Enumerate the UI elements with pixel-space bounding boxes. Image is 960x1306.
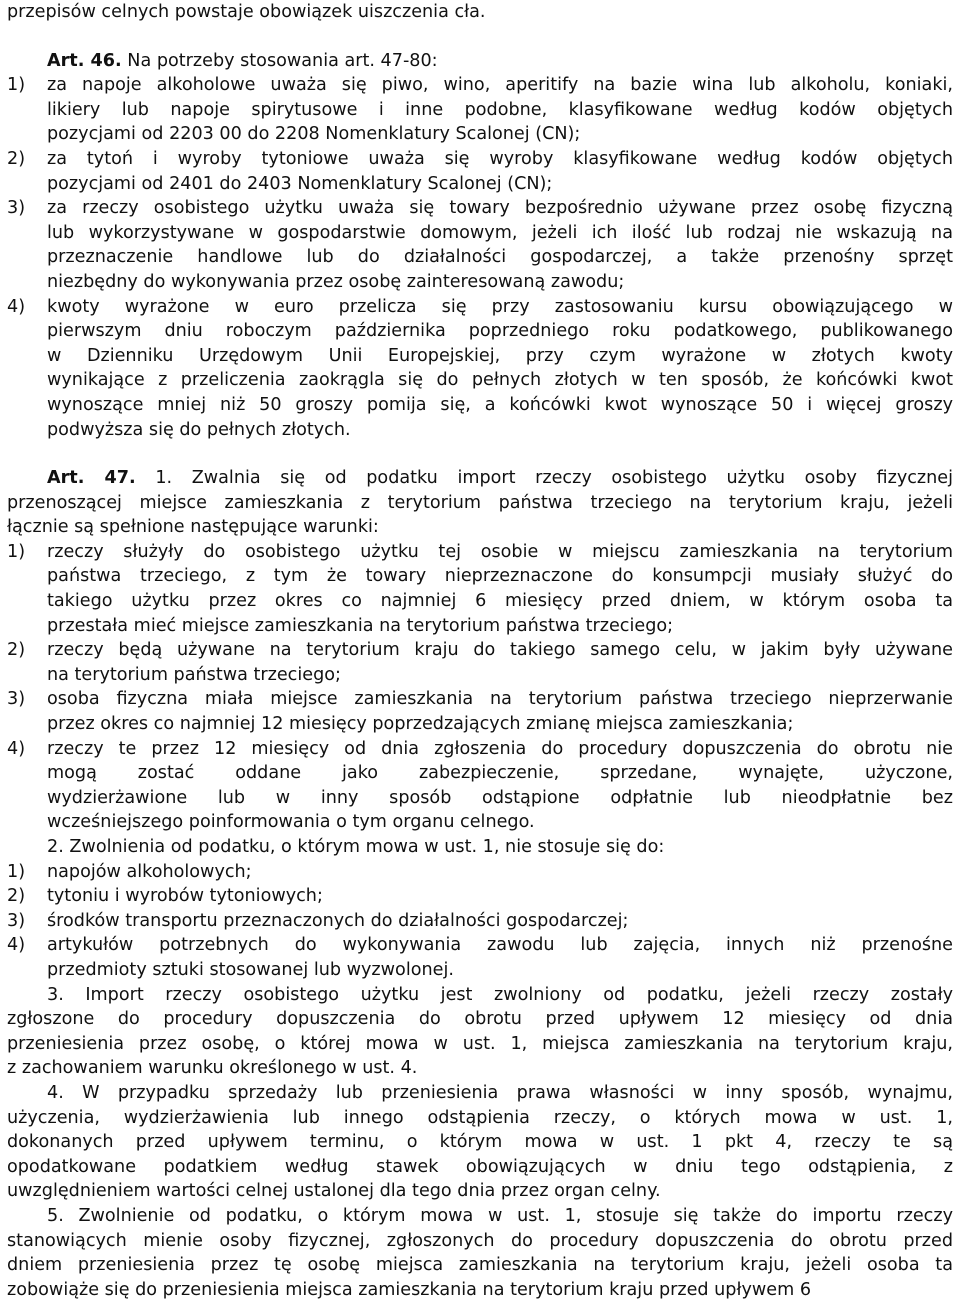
text-line: pierwszym dniu roboczym października poprzedniego roku podatkowego, publikowanego [47,321,953,342]
text-line: 4. W przypadku sprzedaży lub przeniesienia prawa własności w inny sposób, wynajmu, [47,1082,953,1103]
art47-paragraph-5 [7,1204,953,1302]
art47-p1-items [7,540,953,835]
list-item-text [47,638,953,687]
list-item [7,737,953,835]
text-line: 5. Zwolnienie od podatku, o którym mowa w ust. 1, stosuje się także do importu rzeczy [47,1205,953,1226]
text-line: 3. Import rzeczy osobistego użytku jest zwolniony od podatku, jeżeli rzeczy zostały [47,984,953,1005]
spacer [7,442,953,466]
list-item-number: 4) [7,935,26,956]
text-line: za napoje alkoholowe uważa się piwo, wino, aperitify na bazie wina lub alkoholu, koniaki, [47,75,953,96]
list-item-text [47,909,953,934]
text-line: wydzierżawione lub w inny sposób odstąpione odpłatnie lub nieodpłatnie bez [47,787,953,808]
text-line: przeniesienia przez osobę, o której mowa w ust. 1, miejsca zamieszkania na terytorium kraju, [7,1033,953,1054]
article-label: Art. 47. [47,468,136,489]
paragraph-first-line [7,1081,953,1106]
list-item-text [47,540,953,638]
text-line: przenoszącej miejsce zamieszkania z terytorium państwa trzeciego na terytorium kraju, jeżeli [7,492,953,513]
list-item-number: 1) [7,861,26,882]
text-line: dokonanych przed upływem terminu, o którym mowa w ust. 1 pkt 4, rzeczy te są [7,1132,953,1153]
list-item-number: 2) [7,640,26,661]
list-item-text [47,196,953,294]
text-line: za tytoń i wyroby tytoniowe uważa się wyroby klasyfikowane według kodów objętych [47,148,953,169]
text-line: przeznaczenie handlowe lub do działalności gospodarczej, a także przenośny sprzęt [47,247,953,268]
list-item [7,687,953,736]
list-item-text [47,884,953,909]
text-line: środków transportu przeznaczonych do działalności gospodarczej; [47,910,629,931]
list-item [7,933,953,982]
text-line: zobowiąże się do przeniesienia miejsca zamieszkania na terytorium kraju przed upływem 6 [7,1279,812,1300]
text-line: rzeczy będą używane na terytorium kraju do takiego samego celu, w jakim były używane [47,640,953,661]
list-item [7,860,953,885]
text-line: z zachowaniem warunku określonego w ust. 4. [7,1058,418,1079]
list-item [7,196,953,294]
text-line: państwa trzeciego, z tym że towary nieprzeznaczone do konsumpcji musiały służyć do [47,566,953,587]
art47-p2-intro: 2. Zwolnienia od podatku, o którym mowa w ust. 1, nie stosuje się do: [47,837,665,857]
text-line: na terytorium państwa trzeciego; [47,664,341,685]
text-line: rzeczy te przez 12 miesięcy od dnia zgłoszenia do procedury dopuszczenia do obrotu nie [47,738,953,759]
text-line: tytoniu i wyrobów tytoniowych; [47,886,323,907]
paragraph-first-line [7,1204,953,1229]
text-line: rzeczy służyły do osobistego użytku tej osobie w miejscu zamieszkania na terytorium [47,541,953,562]
list-item-number: 4) [7,296,26,317]
text-line: użyczenia, wydzierżawienia lub innego odstąpienia rzeczy, o których mowa w ust. 1, [7,1107,953,1128]
list-item [7,638,953,687]
list-item [7,540,953,638]
list-item-number: 3) [7,198,26,219]
spacer [7,25,953,49]
text-line: podwyższa się do pełnych złotych. [47,419,351,440]
list-item [7,884,953,909]
art47-p2-items [7,860,953,983]
text-line: pozycjami od 2401 do 2403 Nomenklatury Scalonej (CN); [47,173,553,194]
text-line: mogą zostać oddane jako zabezpieczenie, sprzedane, wynajęte, użyczone, [47,763,953,784]
list-item-text [47,687,953,736]
text-line: stanowiących mienie osoby fizycznej, zgłoszonych do procedury dopuszczenia do obrotu przed [7,1230,953,1251]
text-line: wcześniejszego poinformowania o tym organu celnego. [47,812,535,833]
list-item-text [47,147,953,196]
list-item-number: 1) [7,541,26,562]
text-line: kwoty wyrażone w euro przelicza się przy zastosowaniu kursu obowiązującego w [47,296,953,317]
text-line: lub wykorzystywane w gospodarstwie domowym, jeżeli ich ilość lub rodzaj nie wskazują na [47,222,953,243]
list-item-number: 1) [7,75,26,96]
list-item [7,73,953,147]
text-line: uwzględnieniem wartości celnej ustalonej dla tego dnia przez organ celny. [7,1181,661,1202]
list-item-number: 2) [7,886,26,907]
top-fragment: przepisów celnych powstaje obowiązek uiszczenia cła. [7,2,486,22]
text-line: za rzeczy osobistego użytku uważa się towary bezpośrednio używane przez osobę fizyczną [47,198,953,219]
text-line: takiego użytku przez okres co najmniej 6 miesięcy przed dniem, w którym osoba ta [47,591,953,612]
list-item [7,147,953,196]
list-item-number: 3) [7,689,26,710]
list-item-number: 3) [7,910,26,931]
list-item-text [47,860,953,885]
text-line: napojów alkoholowych; [47,861,252,882]
text-line: przez okres co najmniej 12 miesięcy poprzedzających zmianę miejsca zamieszkania; [47,714,794,735]
list-item [7,295,953,443]
text-line: przestała mieć miejsce zamieszkania na terytorium państwa trzeciego; [47,615,674,636]
text-line: łącznie są spełnione następujące warunki: [7,517,379,538]
art47-paragraph-4 [7,1081,953,1204]
text-line: w Dzienniku Urzędowym Unii Europejskiej, przy czym wyrażone w złotych kwoty [47,345,953,366]
text-line: osoba fizyczna miała miejsce zamieszkania na terytorium państwa trzeciego nieprzerwanie [47,689,953,710]
art46-heading [7,49,953,74]
list-item-text [47,295,953,443]
art46-intro: Na potrzeby stosowania art. 47-80: [127,50,438,71]
art47-paragraph-3 [7,983,953,1081]
list-item-text [47,73,953,147]
text-line: dniem przeniesienia przez tę osobę miejsca zamieszkania na terytorium kraju, jeżeli osoba ta [7,1255,953,1276]
text-line: niezbędny do wykonywania przez osobę zainteresowaną zawodu; [47,271,625,292]
text-line: artykułów potrzebnych do wykonywania zawodu lub zajęcia, innych niż przenośne [47,935,953,956]
text-line: opodatkowane podatkiem według stawek obowiązujących w dniu tego odstąpienia, z [7,1156,953,1177]
paragraph-first-line [7,466,953,491]
text-line: zgłoszone do procedury dopuszczenia do obrotu przed upływem 12 miesięcy od dnia [7,1009,953,1030]
text-line: likiery lub napoje spirytusowe i inne podobne, klasyfikowane według kodów objętych [47,99,953,120]
art47-paragraph-1 [7,466,953,540]
list-item [7,909,953,934]
list-item-number: 4) [7,738,26,759]
text-line: pozycjami od 2203 00 do 2208 Nomenklatury Scalonej (CN); [47,124,581,145]
list-item-text [47,737,953,835]
list-item-text [47,933,953,982]
text-line: 1. Zwalnia się od podatku import rzeczy osobistego użytku osoby fizycznej [155,468,954,489]
paragraph-first-line [7,983,953,1008]
text-line: wynikające z przeliczenia zaokrągla się do pełnych złotych w ten sposób, że końcówki kwot [47,370,953,391]
text-line: przedmioty sztuki stosowanej lub wyzwolonej. [47,959,454,980]
art46-label: Art. 46. [47,50,122,71]
text-line: wynoszące mniej niż 50 groszy pomija się, a końcówki kwot wynoszące 50 i więcej groszy [47,394,953,415]
art46-items [7,73,953,442]
list-item-number: 2) [7,148,26,169]
